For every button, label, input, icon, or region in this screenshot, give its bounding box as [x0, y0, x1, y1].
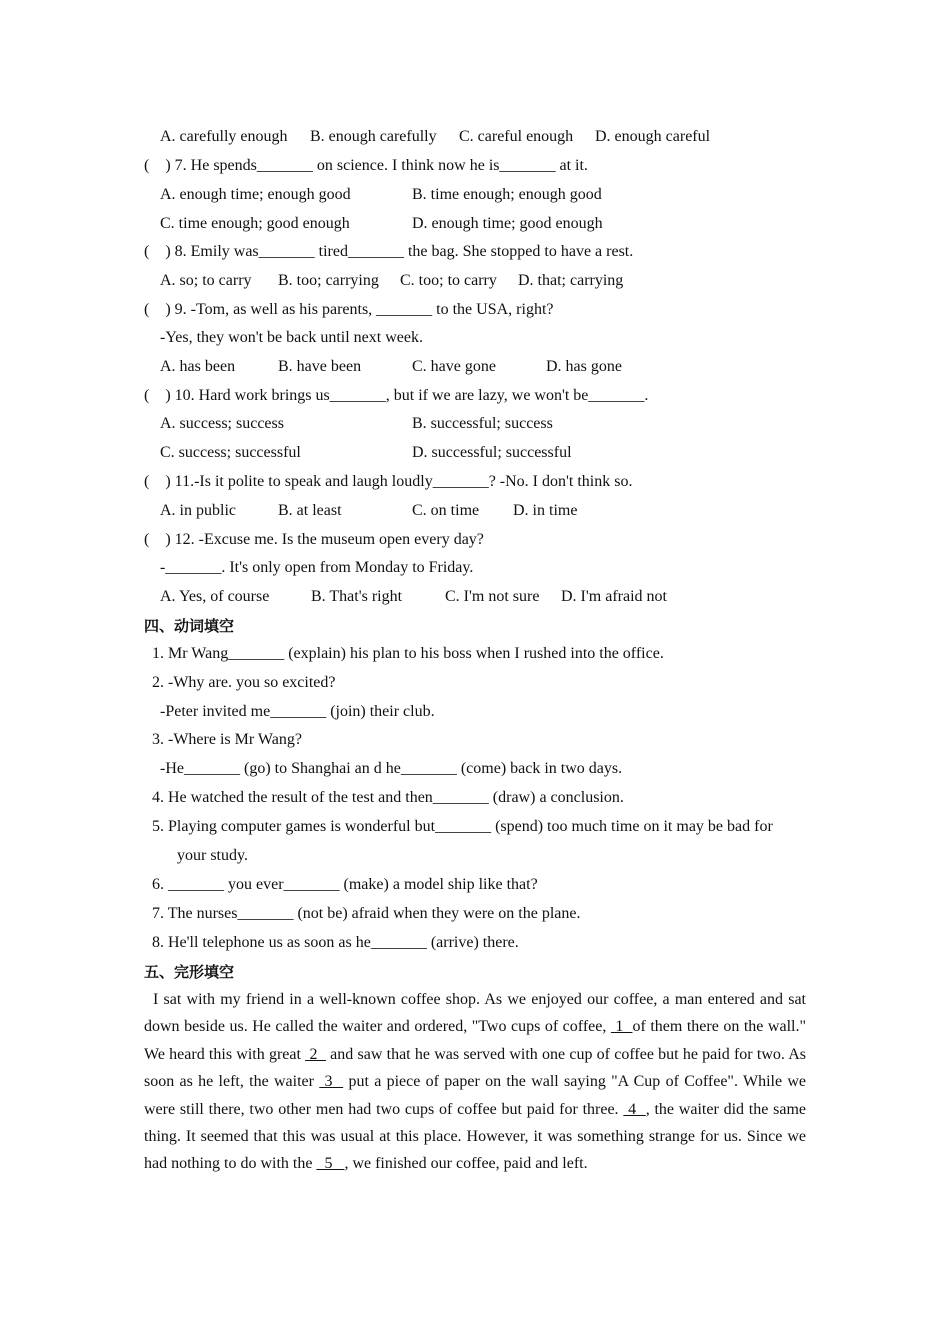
cloze-blank-2: 2	[305, 1045, 326, 1063]
s4-item-8: 8. He'll telephone us as soon as he_______ (arrive) there.	[152, 934, 519, 951]
cloze-blank-1: 1	[610, 1018, 633, 1036]
s4-item-1: 1. Mr Wang_______ (explain) his plan to his boss when I rushed into the office.	[152, 645, 664, 662]
q6-option-b: B. enough carefully	[310, 128, 437, 145]
q7-option-a: A. enough time; enough good	[160, 186, 351, 203]
q11-option-d: D. in time	[513, 502, 578, 519]
s4-item-3-reply: -He_______ (go) to Shanghai an d he_______ (come) back in two days.	[160, 760, 623, 777]
q12-reply: -_______. It's only open from Monday to Friday.	[160, 559, 474, 576]
cloze-blank-5: 5	[316, 1155, 345, 1173]
q8-option-a: A. so; to carry	[160, 272, 252, 289]
q7-stem: ( ) 7. He spends_______ on science. I think now he is_______ at it.	[144, 157, 588, 174]
q6-option-a: A. carefully enough	[160, 128, 288, 145]
q10-stem: ( ) 10. Hard work brings us_______, but if we are lazy, we won't be_______.	[144, 387, 649, 404]
q12-option-d: D. I'm afraid not	[561, 588, 667, 605]
cloze-text-6: , we finished our coffee, paid and left.	[344, 1155, 588, 1173]
q11-option-a: A. in public	[160, 502, 236, 519]
q8-option-c: C. too; to carry	[400, 272, 497, 289]
cloze-blank-3: 3	[319, 1073, 344, 1091]
q12-stem: ( ) 12. -Excuse me. Is the museum open every day?	[144, 531, 484, 548]
s4-item-6: 6. _______ you ever_______ (make) a model ship like that?	[152, 876, 538, 893]
s4-item-3: 3. -Where is Mr Wang?	[152, 731, 302, 748]
s4-item-4: 4. He watched the result of the test and then_______ (draw) a conclusion.	[152, 789, 624, 806]
cloze-text-4: put a piece of paper on the wall saying "A Cup of Coffee". While we were still there, two other men had two cups of coffee but paid for three.	[144, 1073, 807, 1118]
s4-item-2-reply: -Peter invited me_______ (join) their club.	[160, 703, 435, 720]
section-4-title: 四、动词填空	[144, 617, 235, 635]
cloze-text-2: of them there on the wall." We heard this with great	[144, 1018, 807, 1063]
cloze-text-1: I sat with my friend in a well-known coffee shop. As we enjoyed our coffee, a man entered and sat down beside us. He called the waiter and ordered, "Two cups of coffee,	[144, 991, 806, 1036]
q9-option-a: A. has been	[160, 358, 236, 375]
q6-option-c: C. careful enough	[459, 128, 574, 145]
q11-option-b: B. at least	[278, 502, 342, 519]
q12-option-c: C. I'm not sure	[445, 588, 540, 605]
cloze-text-3: and saw that he was served with one cup of coffee but he paid for two. As soon as he left, the waiter	[144, 1045, 807, 1091]
q7-option-b: B. time enough; enough good	[412, 186, 602, 203]
s4-item-7: 7. The nurses_______ (not be) afraid when they were on the plane.	[152, 905, 581, 922]
q12-option-b: B. That's right	[311, 588, 403, 605]
q10-option-a: A. success; success	[160, 415, 284, 432]
q10-option-d: D. successful; successful	[412, 444, 572, 461]
q9-option-d: D. has gone	[546, 358, 622, 375]
q10-option-c: C. success; successful	[160, 444, 301, 461]
q9-reply: -Yes, they won't be back until next week.	[160, 329, 423, 346]
section-5-title: 五、完形填空	[144, 963, 235, 981]
cloze-blank-4: 4	[623, 1100, 646, 1118]
q9-option-b: B. have been	[278, 358, 362, 375]
q7-option-c: C. time enough; good enough	[160, 215, 350, 232]
q9-option-c: C. have gone	[412, 358, 496, 375]
cloze-passage	[144, 986, 806, 1178]
q11-stem: ( ) 11.-Is it polite to speak and laugh loudly_______? -No. I don't think so.	[144, 473, 633, 490]
q7-option-d: D. enough time; good enough	[412, 215, 603, 232]
q8-stem: ( ) 8. Emily was_______ tired_______ the bag. She stopped to have a rest.	[144, 243, 634, 260]
q8-option-b: B. too; carrying	[278, 272, 379, 289]
q9-stem: ( ) 9. -Tom, as well as his parents, _______ to the USA, right?	[144, 301, 554, 318]
cloze-text-5: , the waiter did the same thing. It seemed that this was usual at this place. However, it was something strange for us. Since we had nothing to do with the	[144, 1100, 807, 1173]
q12-option-a: A. Yes, of course	[160, 588, 270, 605]
s4-item-5: 5. Playing computer games is wonderful but_______ (spend) too much time on it may be bad for	[152, 818, 773, 835]
s4-item-5-cont: your study.	[177, 847, 248, 864]
q6-option-d: D. enough careful	[595, 128, 711, 145]
q10-option-b: B. successful; success	[412, 415, 553, 432]
q8-option-d: D. that; carrying	[518, 272, 624, 289]
s4-item-2: 2. -Why are. you so excited?	[152, 674, 336, 691]
q11-option-c: C. on time	[412, 502, 480, 519]
